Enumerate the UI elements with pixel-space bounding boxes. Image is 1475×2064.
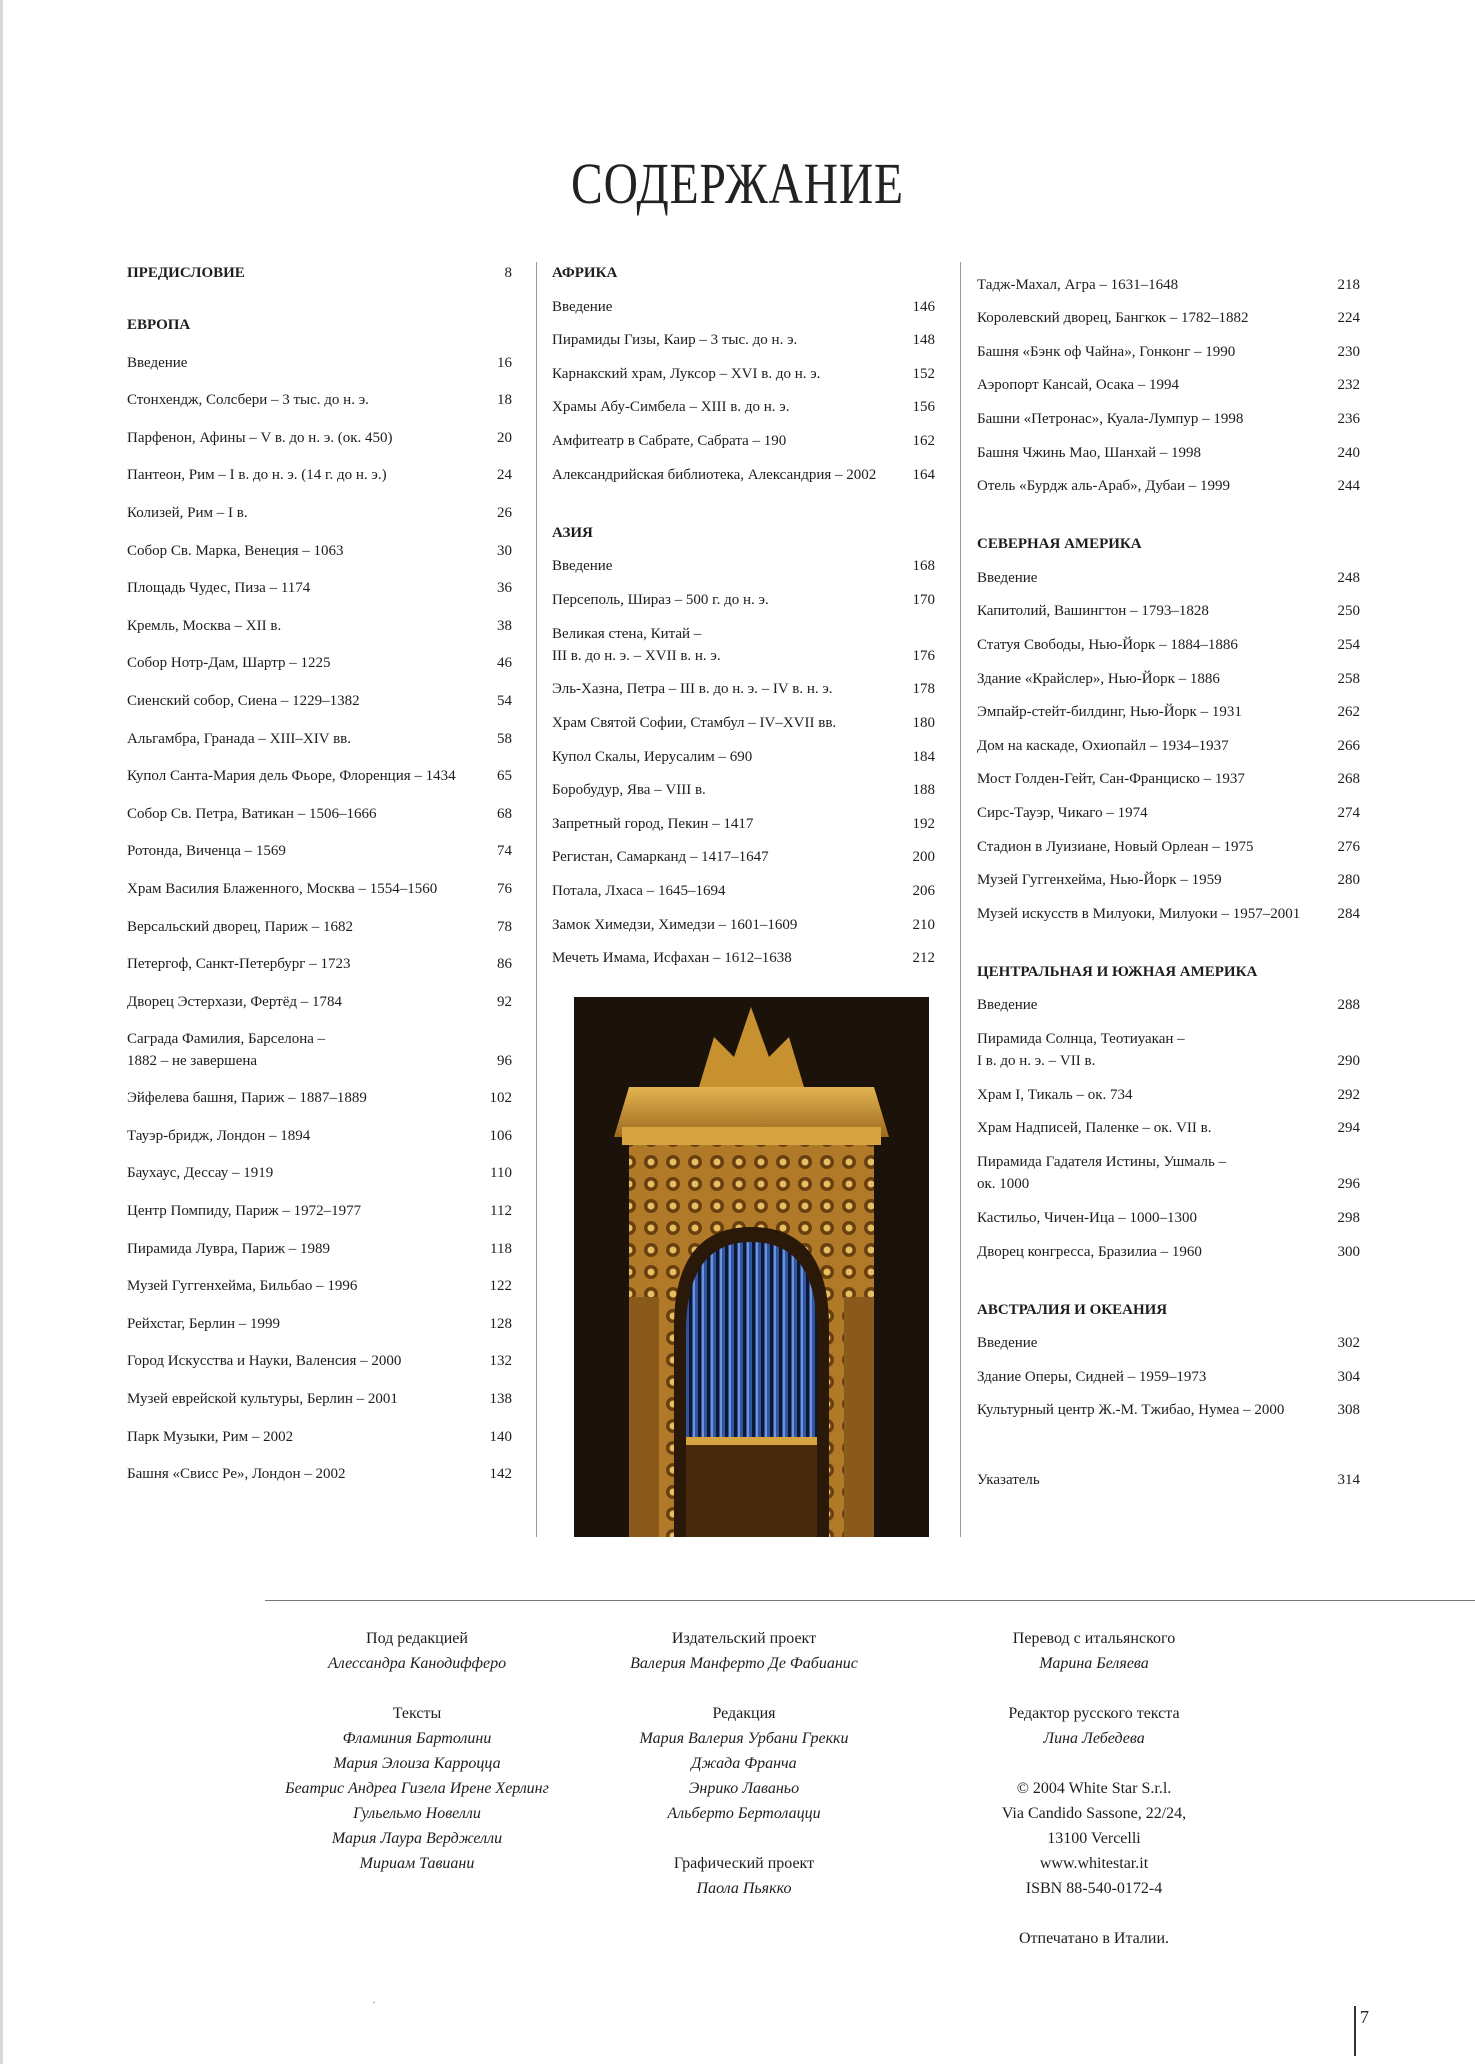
credit-name: Мария Лаура Верджелли (331, 1830, 503, 1847)
toc-entry-title: Собор Нотр-Дам, Шартр – 1225 (127, 655, 331, 672)
toc-entry-title: Башни «Петронас», Куала-Лумпур – 1998 (977, 410, 1244, 427)
toc-entry-title: Храм Надписей, Паленке – ок. VII в. (977, 1120, 1212, 1137)
toc-entry-title: Площадь Чудес, Пиза – 1174 (127, 580, 311, 597)
toc-entry (552, 700, 935, 734)
toc-page-number: 248 (1337, 569, 1360, 586)
toc-entry-title: Введение (552, 558, 613, 575)
credit-name: Фламиния Бартолини (342, 1730, 492, 1747)
toc-entry-title: Альгамбра, Гранада – XIII–XIV вв. (127, 730, 351, 747)
toc-page-number: 184 (912, 748, 935, 765)
credits-column-2 (574, 1626, 914, 1926)
toc-entry (977, 1139, 1360, 1195)
toc-entry (552, 351, 935, 385)
toc-entry (977, 1321, 1360, 1355)
credit-label: Редакция (712, 1705, 776, 1722)
toc-entry-title: Кастильо, Чичен-Ица – 1000–1300 (977, 1210, 1198, 1227)
toc-entry (127, 825, 512, 863)
toc-entry-title: Парк Музыки, Рим – 2002 (127, 1428, 294, 1445)
toc-page-number: 20 (497, 429, 512, 446)
toc-page-number: 298 (1337, 1210, 1360, 1227)
toc-entry-title: Музей Гуггенхейма, Бильбао – 1996 (127, 1278, 358, 1295)
toc-page-number: 178 (912, 681, 935, 698)
toc-column-2 (552, 262, 935, 969)
credit-label: Редактор русского текста (1008, 1705, 1180, 1722)
section-gap (977, 497, 1360, 533)
toc-entry (552, 452, 935, 486)
toc-entry-title: Музей еврейской культуры, Берлин – 2001 (127, 1391, 398, 1408)
toc-entry-title: Александрийская библиотека, Александрия – 2002 (552, 466, 877, 483)
toc-entry-title: Дом на каскаде, Охиопайл – 1934–1937 (977, 737, 1229, 754)
toc-page-number: 78 (497, 918, 512, 935)
toc-page-number: 236 (1337, 410, 1360, 427)
toc-page-number: 300 (1337, 1243, 1360, 1260)
toc-page-number: 244 (1337, 478, 1360, 495)
toc-page-number: 254 (1337, 636, 1360, 653)
toc-entry-title: Пирамиды Гизы, Каир – 3 тыс. до н. э. (552, 332, 798, 349)
credit-name: Энрико Лаваньо (688, 1780, 800, 1797)
page-number: 7 (1354, 2006, 1369, 2056)
toc-page-number: 258 (1337, 670, 1360, 687)
toc-entry (552, 768, 935, 802)
toc-entry (127, 1372, 512, 1410)
credit-name: Лина Лебедева (1043, 1730, 1145, 1747)
toc-entry-title: Пирамида Гадателя Истины, Ушмаль – ок. 1000 (977, 1154, 1227, 1193)
toc-page-number: 24 (497, 467, 512, 484)
toc-entry (127, 562, 512, 600)
toc-entry-title: Мост Голден-Гейт, Сан-Франциско – 1937 (977, 771, 1245, 788)
toc-page-number: 274 (1337, 804, 1360, 821)
toc-entry-title: Стадион в Луизиане, Новый Орлеан – 1975 (977, 838, 1254, 855)
credit-label: Издательский проект (671, 1630, 817, 1647)
credit-name: Мария Валерия Урбани Грекки (639, 1730, 849, 1747)
toc-entry-title: Ротонда, Виченца – 1569 (127, 843, 286, 860)
toc-page-number: 46 (497, 655, 512, 672)
toc-entry-title: Персеполь, Шираз – 500 г. до н. э. (552, 591, 769, 608)
toc-section-title: ЕВРОПА (127, 317, 191, 333)
toc-entry-title: Пантеон, Рим – I в. до н. э. (14 г. до н. э.) (127, 467, 387, 484)
toc-entry-title: Башня Чжинь Мао, Шанхай – 1998 (977, 444, 1202, 461)
toc-page-number: 210 (912, 916, 935, 933)
page-title: СОДЕРЖАНИЕ (571, 151, 904, 216)
toc-entry-title: Башня «Бэнк оф Чайна», Гонконг – 1990 (977, 343, 1236, 360)
credits-column-3 (924, 1626, 1264, 1976)
toc-entry-title: Пирамида Солнца, Теотиуакан – I в. до н. э. – VII в. (977, 1031, 1185, 1070)
toc-page-number: 180 (912, 714, 935, 731)
toc-entry-title: Введение (127, 354, 188, 371)
toc-entry-title: Собор Св. Петра, Ватикан – 1506–1666 (127, 805, 377, 822)
toc-entry-title: Дворец конгресса, Бразилиа – 1960 (977, 1243, 1202, 1260)
toc-page-number: 176 (912, 647, 935, 664)
toc-entry (127, 1109, 512, 1147)
toc-page-number: 38 (497, 617, 512, 634)
toc-page-number: 292 (1337, 1086, 1360, 1103)
toc-entry (127, 411, 512, 449)
toc-entry-title: Указатель (977, 1472, 1040, 1489)
toc-entry-title: Культурный центр Ж.-М. Тжибао, Нумеа – 2000 (977, 1402, 1285, 1419)
toc-entry (552, 667, 935, 701)
toc-entry (977, 723, 1360, 757)
column-divider (536, 262, 537, 1537)
credit-label: Перевод с итальянского (1012, 1630, 1176, 1647)
toc-page-number: 26 (497, 504, 512, 521)
toc-entry-title: Тадж-Махал, Агра – 1631–1648 (977, 276, 1179, 293)
stray-mark: ˌ (372, 1990, 376, 2004)
toc-page-number: 302 (1337, 1335, 1360, 1352)
toc-entry-title: Баухаус, Дессау – 1919 (127, 1165, 274, 1182)
credit-name: Валерия Манферто Де Фабианис (630, 1655, 858, 1672)
section-gap (977, 1421, 1360, 1457)
credit-line: Via Candido Sassone, 22/24, (1001, 1805, 1187, 1822)
toc-entry (977, 1229, 1360, 1263)
toc-page-number: 164 (912, 466, 935, 483)
toc-entry (127, 712, 512, 750)
toc-section-row (127, 262, 512, 284)
toc-page-number: 162 (912, 432, 935, 449)
toc-entry-title: Рейхстаг, Берлин – 1999 (127, 1315, 281, 1332)
toc-entry-title: Введение (977, 569, 1038, 586)
toc-entry (552, 385, 935, 419)
toc-page-number: 68 (497, 805, 512, 822)
toc-entry (552, 544, 935, 578)
toc-page-number: 168 (912, 558, 935, 575)
toc-entry-title: Отель «Бурдж аль-Араб», Дубаи – 1999 (977, 478, 1230, 495)
credit-name: Паола Пьякко (696, 1880, 792, 1897)
toc-page-number: 142 (489, 1466, 512, 1483)
toc-page-number: 262 (1337, 704, 1360, 721)
toc-entry-title: Эль-Хазна, Петра – III в. до н. э. – IV в. н. э. (552, 681, 833, 698)
toc-entry-title: Мечеть Имама, Исфахан – 1612–1638 (552, 950, 792, 967)
toc-entry (977, 555, 1360, 589)
credit-name: Альберто Бертолацци (667, 1805, 821, 1822)
toc-page-number: 308 (1337, 1402, 1360, 1419)
toc-entry-title: Стонхендж, Солсбери – 3 тыс. до н. э. (127, 392, 369, 409)
toc-entry-title: Сирс-Тауэр, Чикаго – 1974 (977, 804, 1148, 821)
toc-page-number: 138 (489, 1391, 512, 1408)
toc-entry (977, 690, 1360, 724)
toc-entry-title: Город Искусства и Науки, Валенсия – 2000 (127, 1353, 402, 1370)
toc-page-number: 290 (1337, 1053, 1360, 1070)
toc-entry (977, 622, 1360, 656)
section-gap (127, 284, 512, 314)
toc-entry (127, 1147, 512, 1185)
toc-page-number: 30 (497, 542, 512, 559)
toc-page-number: 96 (497, 1052, 512, 1069)
toc-page-number: 296 (1337, 1176, 1360, 1193)
toc-entry (977, 1388, 1360, 1422)
toc-page-number: 65 (497, 768, 512, 785)
toc-entry (127, 900, 512, 938)
toc-entry-title: Тауэр-бридж, Лондон – 1894 (127, 1127, 311, 1144)
toc-entry (552, 284, 935, 318)
toc-page-number: 54 (497, 692, 512, 709)
toc-entry-title: Музей искусств в Милуоки, Милуоки – 1957–2001 (977, 905, 1301, 922)
credit-block (924, 1926, 1264, 1951)
toc-entry (977, 329, 1360, 363)
toc-page-number: 92 (497, 993, 512, 1010)
toc-page-number: 146 (912, 298, 935, 315)
credits-rule (265, 1600, 1475, 1601)
credit-label: Тексты (392, 1705, 442, 1722)
toc-page-number: 212 (912, 950, 935, 967)
toc-page-number: 232 (1337, 377, 1360, 394)
toc-entry-title: Башня «Свисс Ре», Лондон – 2002 (127, 1466, 346, 1483)
toc-entry (977, 824, 1360, 858)
toc-entry (552, 318, 935, 352)
toc-entry-title: Королевский дворец, Бангкок – 1782–1882 (977, 310, 1249, 327)
toc-page-number: 284 (1337, 905, 1360, 922)
toc-page-number: 140 (489, 1428, 512, 1445)
toc-entry (127, 374, 512, 412)
section-gap (552, 486, 935, 522)
toc-page-number: 112 (490, 1203, 512, 1220)
toc-entry-title: Колизей, Рим – I в. (127, 504, 248, 521)
toc-entry-title: Замок Химедзи, Химедзи – 1601–1609 (552, 916, 798, 933)
toc-page-number: 304 (1337, 1368, 1360, 1385)
credit-line: © 2004 White Star S.r.l. (1016, 1780, 1172, 1797)
credit-block (247, 1626, 587, 1676)
toc-section-title: СЕВЕРНАЯ АМЕРИКА (977, 536, 1142, 553)
toc-page-number: 294 (1337, 1120, 1360, 1137)
toc-page-number: 128 (489, 1315, 512, 1332)
toc-section-title: ПРЕДИСЛОВИЕ (127, 265, 245, 281)
toc-entry-title: Карнакский храм, Луксор – XVI в. до н. э. (552, 365, 821, 382)
toc-page-number: 106 (489, 1127, 512, 1144)
credit-name: Гульельмо Новелли (353, 1805, 481, 1822)
toc-entry (127, 1448, 512, 1486)
toc-entry (977, 656, 1360, 690)
toc-page-number: 288 (1337, 997, 1360, 1014)
toc-page-number: 200 (912, 849, 935, 866)
toc-entry (127, 336, 512, 374)
toc-entry (552, 902, 935, 936)
section-gap (977, 1263, 1360, 1299)
toc-entry-title: Великая стена, Китай – III в. до н. э. – XVII в. н. э. (552, 625, 721, 664)
toc-entry-title: Храм Святой Софии, Стамбул – IV–XVII вв. (552, 714, 837, 731)
toc-page-number: 314 (1337, 1472, 1360, 1489)
toc-entry-title: Здание «Крайслер», Нью-Йорк – 1886 (977, 670, 1220, 687)
toc-page-number: 86 (497, 956, 512, 973)
toc-page-number: 230 (1337, 343, 1360, 360)
toc-entry (977, 262, 1360, 296)
toc-page-number: 152 (912, 365, 935, 382)
toc-entry-title: Запретный город, Пекин – 1417 (552, 815, 754, 832)
credit-line: www.whitestar.it (1039, 1855, 1149, 1872)
toc-page-number: 224 (1337, 310, 1360, 327)
toc-entry (127, 1184, 512, 1222)
toc-page-number: 192 (912, 815, 935, 832)
toc-section-title: ЦЕНТРАЛЬНАЯ И ЮЖНАЯ АМЕРИКА (977, 963, 1258, 980)
credit-name: Марина Беляева (1039, 1655, 1149, 1672)
toc-entry (977, 1457, 1360, 1491)
toc-entry (977, 464, 1360, 498)
toc-entry-title: Аэропорт Кансай, Осака – 1994 (977, 377, 1179, 394)
toc-entry (127, 1410, 512, 1448)
toc-entry-title: Статуя Свободы, Нью-Йорк – 1884–1886 (977, 636, 1238, 653)
toc-entry-title: Регистан, Самарканд – 1417–1647 (552, 849, 769, 866)
toc-entry (977, 1016, 1360, 1072)
toc-entry-title: Собор Св. Марка, Венеция – 1063 (127, 542, 344, 559)
toc-page-number: 276 (1337, 838, 1360, 855)
toc-page-number: 206 (912, 882, 935, 899)
credit-block (574, 1626, 914, 1676)
toc-entry (127, 486, 512, 524)
toc-entry (977, 1106, 1360, 1140)
toc-entry (127, 674, 512, 712)
toc-entry-title: Капитолий, Вашингтон – 1793–1828 (977, 603, 1209, 620)
credit-block (247, 1701, 587, 1876)
toc-entry (127, 1297, 512, 1335)
toc-entry-title: Боробудур, Ява – VIII в. (552, 782, 706, 799)
credit-block (574, 1701, 914, 1826)
toc-entry-title: Центр Помпиду, Париж – 1972–1977 (127, 1203, 362, 1220)
toc-entry (127, 975, 512, 1013)
toc-entry (127, 938, 512, 976)
toc-entry (127, 750, 512, 788)
credit-label: Графический проект (673, 1855, 815, 1872)
toc-entry (977, 757, 1360, 791)
toc-entry (552, 868, 935, 902)
toc-page-number: 16 (497, 354, 512, 371)
toc-entry-title: Музей Гуггенхейма, Нью-Йорк – 1959 (977, 872, 1222, 889)
credits-column-1 (247, 1626, 587, 1901)
toc-entry-title: Амфитеатр в Сабрате, Сабрата – 190 (552, 432, 787, 449)
toc-entry-title: Дворец Эстерхази, Фертёд – 1784 (127, 993, 342, 1010)
toc-entry-title: Кремль, Москва – XII в. (127, 617, 282, 634)
toc-entry (127, 862, 512, 900)
toc-page-number: 132 (489, 1353, 512, 1370)
toc-entry (977, 363, 1360, 397)
toc-entry-title: Храмы Абу-Симбела – XIII в. до н. э. (552, 399, 790, 416)
toc-page-number: 218 (1337, 276, 1360, 293)
section-gap (977, 925, 1360, 961)
toc-page-number: 36 (497, 580, 512, 597)
toc-entry (552, 577, 935, 611)
toc-page-number: 170 (912, 591, 935, 608)
toc-entry (977, 430, 1360, 464)
credit-name: Алессандра Канодифферо (327, 1655, 507, 1672)
toc-entry (127, 1335, 512, 1373)
toc-entry-title: Купол Санта-Мария дель Фьоре, Флоренция – 1434 (127, 768, 456, 785)
toc-entry-title: Эмпайр-стейт-билдинг, Нью-Йорк – 1931 (977, 704, 1242, 721)
credit-label: Под редакцией (366, 1630, 468, 1647)
toc-entry (977, 1354, 1360, 1388)
toc-page-number: 280 (1337, 872, 1360, 889)
toc-entry-title: Введение (552, 298, 613, 315)
toc-page-number: 268 (1337, 771, 1360, 788)
toc-entry (977, 891, 1360, 925)
credit-line: 13100 Vercelli (1047, 1830, 1141, 1847)
toc-entry-title: Купол Скалы, Иерусалим – 690 (552, 748, 753, 765)
column-divider (960, 262, 961, 1537)
toc-entry (977, 1195, 1360, 1229)
toc-entry-title: Потала, Лхаса – 1645–1694 (552, 882, 726, 899)
toc-page-number: 240 (1337, 444, 1360, 461)
toc-entry (552, 835, 935, 869)
toc-page-number: 122 (489, 1278, 512, 1295)
toc-entry (127, 637, 512, 675)
toc-entry-title: Парфенон, Афины – V в. до н. э. (ок. 450) (127, 429, 393, 446)
toc-entry-title: Храм I, Тикаль – ок. 734 (977, 1086, 1133, 1103)
toc-entry (977, 589, 1360, 623)
toc-page-number: 18 (497, 392, 512, 409)
toc-entry-title: Эйфелева башня, Париж – 1887–1889 (127, 1090, 367, 1107)
toc-page-number: 156 (912, 399, 935, 416)
toc-entry-title: Храм Василия Блаженного, Москва – 1554–1560 (127, 880, 438, 897)
toc-section-title: АФРИКА (552, 265, 618, 281)
credit-block (574, 1851, 914, 1901)
toc-column-3 (977, 262, 1360, 1491)
credit-name: Джада Франча (691, 1755, 797, 1772)
toc-entry (127, 449, 512, 487)
toc-entry (552, 418, 935, 452)
toc-entry (127, 1222, 512, 1260)
toc-page-number: 102 (489, 1090, 512, 1107)
toc-page-number: 266 (1337, 737, 1360, 754)
credit-name: Мария Элоиза Карроцца (333, 1755, 501, 1772)
toc-column-1 (127, 262, 512, 1485)
toc-entry (977, 983, 1360, 1017)
toc-entry (552, 611, 935, 667)
credit-block (924, 1776, 1264, 1901)
toc-entry (977, 790, 1360, 824)
credit-name: Беатрис Андреа Гизела Ирене Херлинг (285, 1780, 549, 1797)
toc-page-number: 148 (912, 332, 935, 349)
toc-entry (977, 296, 1360, 330)
toc-entry-title: Пирамида Лувра, Париж – 1989 (127, 1240, 330, 1257)
toc-entry-title: Введение (977, 997, 1038, 1014)
credit-line: Отпечатано в Италии. (1018, 1930, 1170, 1947)
credit-name: Мириам Тавиани (359, 1855, 475, 1872)
toc-entry-title: Здание Оперы, Сидней – 1959–1973 (977, 1368, 1207, 1385)
toc-entry-title: Саграда Фамилия, Барселона – 1882 – не завершена (127, 1030, 326, 1069)
toc-entry (977, 396, 1360, 430)
toc-entry (552, 734, 935, 768)
toc-entry (127, 524, 512, 562)
alhambra-organ-photo (574, 997, 929, 1537)
toc-page-number: 76 (497, 880, 512, 897)
toc-entry (127, 1072, 512, 1110)
toc-entry-title: Версальский дворец, Париж – 1682 (127, 918, 354, 935)
credit-block (924, 1701, 1264, 1751)
toc-entry (127, 1013, 512, 1072)
page-edge (0, 0, 3, 2064)
toc-page-number: 118 (490, 1240, 512, 1257)
toc-entry-title: Петергоф, Санкт-Петербург – 1723 (127, 956, 351, 973)
toc-entry-title: Сиенский собор, Сиена – 1229–1382 (127, 692, 360, 709)
toc-entry (977, 1072, 1360, 1106)
toc-entry (127, 787, 512, 825)
toc-entry (552, 936, 935, 970)
credit-line: ISBN 88-540-0172-4 (1025, 1880, 1163, 1897)
toc-entry (977, 858, 1360, 892)
credit-block (924, 1626, 1264, 1676)
toc-entry (552, 801, 935, 835)
toc-page-number: 74 (497, 843, 512, 860)
toc-page-number: 58 (497, 730, 512, 747)
toc-entry-title: Введение (977, 1335, 1038, 1352)
toc-page-number: 250 (1337, 603, 1360, 620)
toc-page-number: 188 (912, 782, 935, 799)
toc-entry (127, 1260, 512, 1298)
toc-section-title: АЗИЯ (552, 524, 593, 541)
toc-page-number: 8 (504, 265, 512, 281)
toc-page-number: 110 (490, 1165, 512, 1182)
toc-entry (127, 599, 512, 637)
toc-section-title: АВСТРАЛИЯ И ОКЕАНИЯ (977, 1301, 1168, 1318)
